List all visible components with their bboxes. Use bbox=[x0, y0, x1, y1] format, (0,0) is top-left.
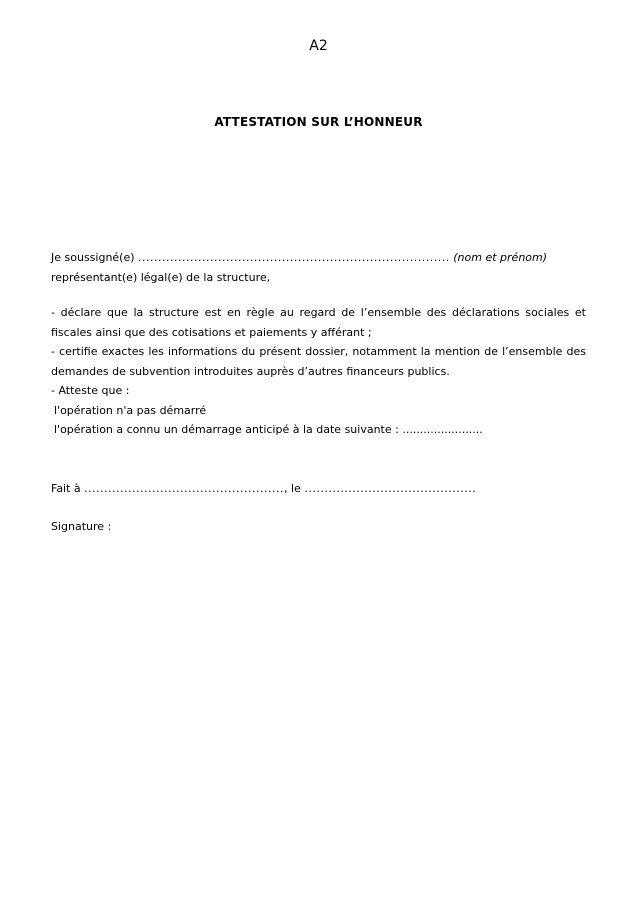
intro-line2: représentant(e) légal(e) de la structure, bbox=[51, 270, 271, 284]
document-title: ATTESTATION SUR L’HONNEUR bbox=[214, 115, 423, 129]
intro-paragraph bbox=[51, 248, 586, 287]
place-date-line bbox=[51, 479, 586, 499]
le-label: , le bbox=[284, 481, 301, 495]
attestation-option-1: l'opération n'a pas démarré bbox=[54, 403, 207, 417]
signature-label: Signature : bbox=[51, 520, 112, 533]
name-fill-in-line: .............................................................................. bbox=[138, 251, 450, 264]
declaration-item-3: - Atteste que : bbox=[51, 384, 130, 397]
place-fill-in-line: .................................................. bbox=[84, 481, 285, 495]
declaration-item-2: - certifie exactes les informations du présent dossier, notamment la mention de l’ensemble des demandes de subvention introduites auprès d’autres financeurs publics. bbox=[51, 345, 586, 378]
declaration-item-1: - déclare que la structure est en règle au regard de l’ensemble des déclarations sociales et fiscales ainsi que des cotisations et paiements y afférant ; bbox=[51, 306, 586, 339]
page-label: A2 bbox=[309, 38, 328, 54]
fait-a-label: Fait à bbox=[51, 481, 81, 495]
intro-prefix: Je soussigné(e) bbox=[51, 251, 135, 264]
attestation-option-2: l'opération a connu un démarrage anticipé à la date suivante : ....................... bbox=[54, 423, 483, 436]
intro-note: (nom et prénom) bbox=[453, 251, 548, 264]
date-fill-in-line: ........................................... bbox=[304, 481, 477, 495]
